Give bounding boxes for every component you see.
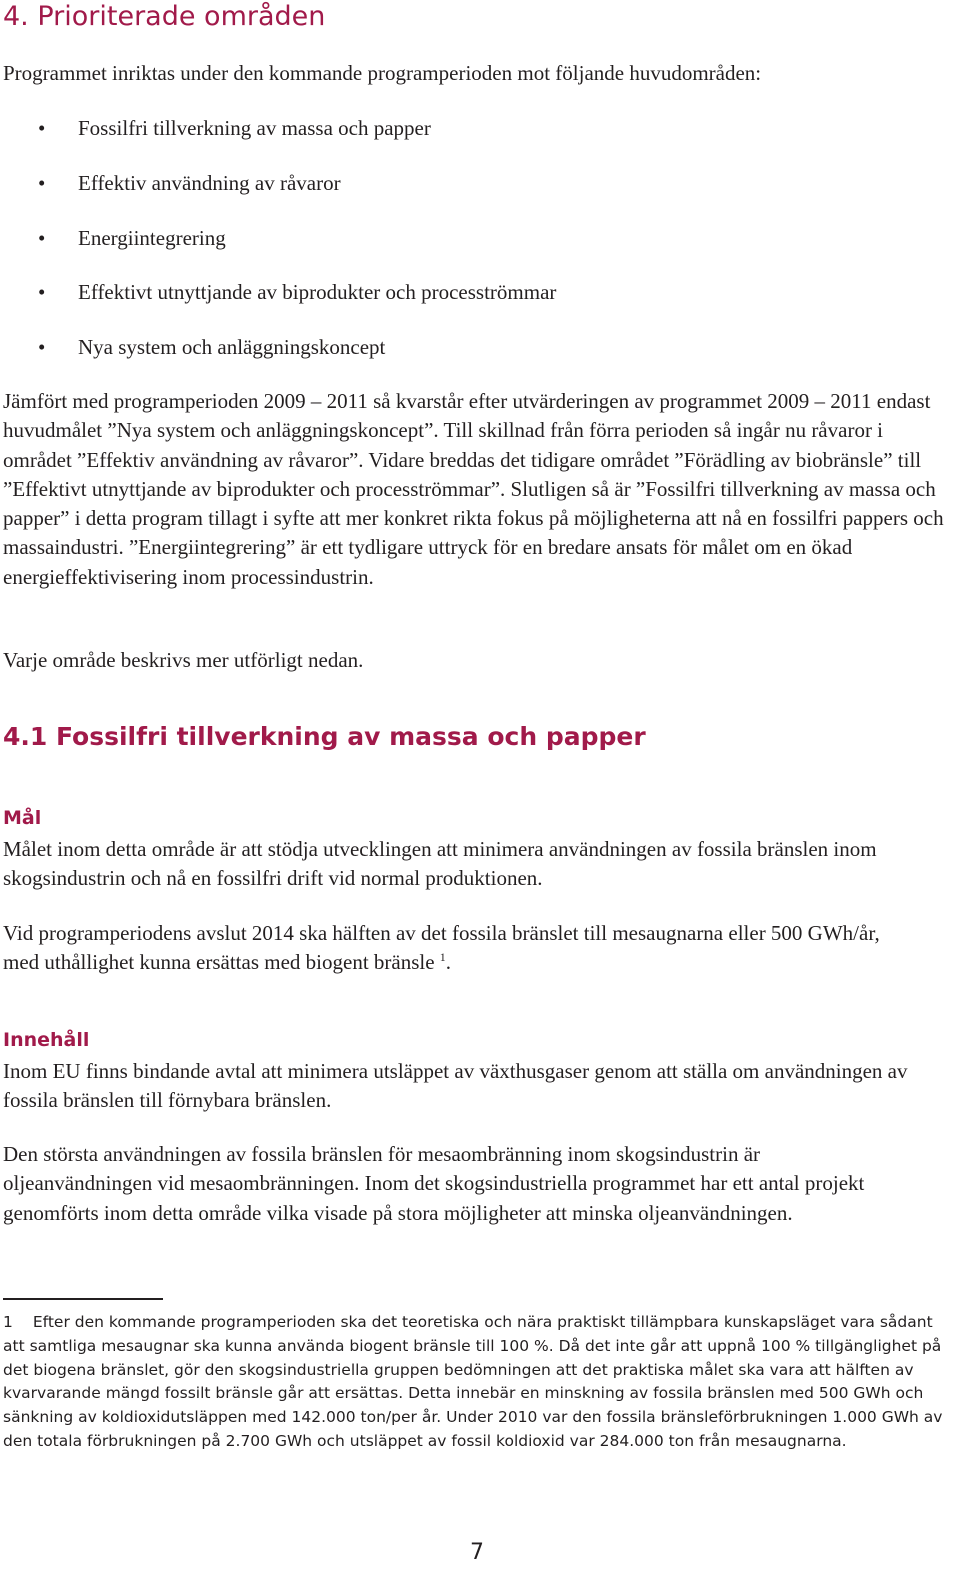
- list-item-label: Nya system och anläggningskoncept: [78, 335, 386, 360]
- priority-list: [0, 114, 556, 388]
- target-paragraph: [3, 919, 913, 978]
- list-item-label: Effektiv användning av råvaror: [78, 170, 341, 195]
- list-item-label: Effektivt utnyttjande av biprodukter och procesströmmar: [78, 280, 557, 305]
- subsection-title: 4.1 Fossilfri tillverkning av massa och papper: [3, 722, 646, 751]
- content-heading: Innehåll: [3, 1029, 90, 1051]
- footnote-reference[interactable]: 1: [439, 950, 446, 965]
- target-end: .: [445, 950, 452, 975]
- bullet-icon: •: [38, 170, 46, 195]
- section-title: 4. Prioriterade områden: [3, 1, 326, 32]
- list-item: [0, 114, 556, 169]
- footnote-number: 1: [3, 1313, 13, 1331]
- comparison-paragraph: Jämfört med programperioden 2009 – 2011 så kvarstår efter utvärderingen av programmet 2009 – 2011 endast huvudmålet ”Nya system och anläggningskoncept”. Till skillnad från förra perioden så ingår nu råvaror i området ”Effektiv användning av råvaror”. Vidare breddas det tidigare området ”Förädling av biobränsle” till ”Effektivt utnyttjande av biprodukter och procesströmmar”. Slutligen så är ”Fossilfri tillverkning av massa och papper” i detta program tillagt i syfte att mer konkret rikta fokus på möjligheterna att nå en fossilfri pappers och massaindustri. ”Energiintegrering” är ett tydligare uttryck för en bredare ansats för målet om en ökad energieffektivisering inom processindustrin.: [3, 389, 944, 589]
- list-item: [0, 278, 556, 333]
- list-item: [0, 333, 556, 388]
- footnote: [3, 1311, 955, 1454]
- goal-heading: Mål: [3, 807, 42, 829]
- page-number: 7: [470, 1540, 484, 1565]
- closing-paragraph: Varje område beskrivs mer utförligt nedan.: [3, 648, 364, 672]
- list-item-label: Fossilfri tillverkning av massa och papper: [78, 116, 431, 140]
- goal-paragraph: Målet inom detta område är att stödja utvecklingen att minimera användningen av fossila bränslen inom skogsindustrin och nå en fossilfri drift vid normal produktionen.: [3, 837, 877, 891]
- footnote-divider: [3, 1298, 163, 1300]
- bullet-icon: •: [38, 280, 46, 305]
- bullet-icon: •: [38, 335, 46, 360]
- list-item-label: Energiintegrering: [78, 225, 226, 250]
- bullet-icon: •: [38, 116, 46, 140]
- footnote-text: Efter den kommande programperioden ska det teoretiska och nära praktiskt tillämpbara kunskapsläget vara sådant att samtliga mesaugnar ska kunna använda biogent bränsle till 100 %. Då det inte går att uppnå 100 % tillgänglighet på det biogena bränslet, gör den skogsindustriella gruppen bedömningen att det praktiska målet ska vara att hälften av kvarvarande mängd fossilt bränsle går att ersättas. Detta innebär en minskning av fossila bränslen med 500 GWh och sänkning av koldioxidutsläppen med 142.000 ton/per år. Under 2010 var den fossila bränsleförbrukningen 1.000 GWh av den totala förbrukningen på 2.700 GWh och utsläppet av fossil koldioxid var 284.000 ton från mesaugnarna.: [3, 1313, 943, 1450]
- list-item: [0, 169, 556, 224]
- content-paragraph: Inom EU finns bindande avtal att minimera utsläppet av växthusgaser genom att ställa om användningen av fossila bränslen till förnybara bränslen.: [3, 1059, 908, 1113]
- bullet-icon: •: [38, 225, 46, 250]
- intro-paragraph: Programmet inriktas under den kommande programperioden mot följande huvudområden:: [3, 61, 762, 85]
- list-item: [0, 224, 556, 279]
- content-paragraph: Den största användningen av fossila bränslen för mesaombränning inom skogsindustrin är oljeanvändningen vid mesaombränningen. Inom det skogsindustriella programmet har ett antal projekt genomförts inom detta område vilka visade på stora möjligheter att minska oljeanvändningen.: [3, 1142, 865, 1225]
- target-text: Vid programperiodens avslut 2014 ska hälften av det fossila bränslet till mesaugnarna eller 500 GWh/år, med uthållighet kunna ersättas med biogent bränsle: [3, 921, 880, 975]
